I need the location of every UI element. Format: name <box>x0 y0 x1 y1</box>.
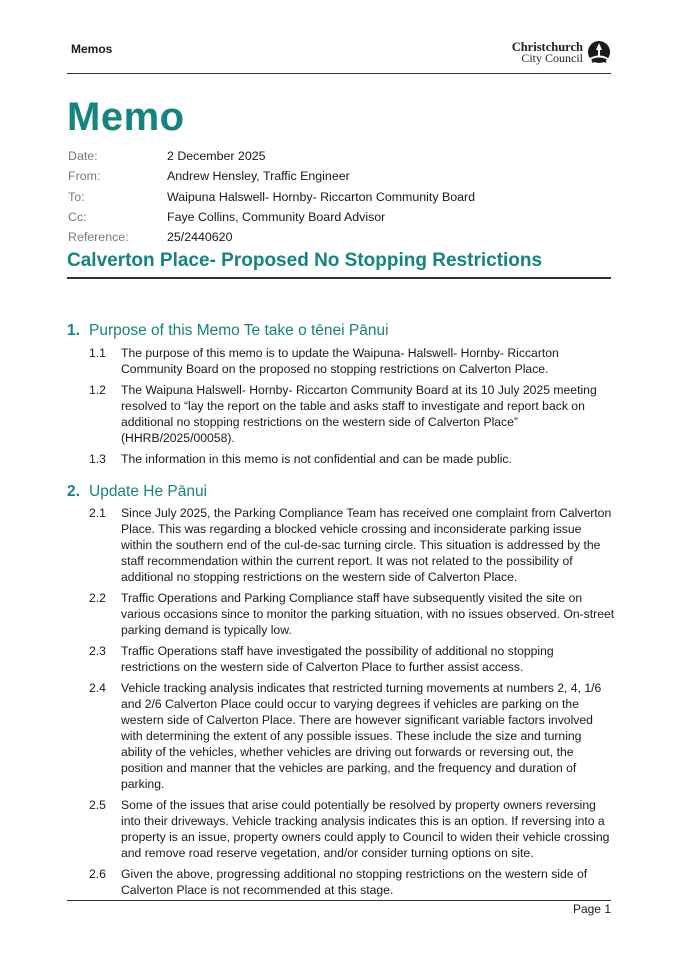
paragraph-item <box>89 345 615 377</box>
item-text: The purpose of this memo is to update the Waipuna- Halswell- Hornby- Riccarton Community Board on the proposed no stopping restrictions on Calverton Place. <box>121 346 559 376</box>
item-text: Traffic Operations and Parking Compliance staff have subsequently visited the site on various occasions since to monitor the parking situation, with no issues observed. On-street parking demand is typically low. <box>121 591 615 637</box>
paragraph-item <box>89 866 615 898</box>
item-number: 2.6 <box>89 867 106 881</box>
item-text: Some of the issues that arise could potentially be resolved by property owners reversing into their driveways. Vehicle tracking analysis indicates this is an option. If reversing into a property is an issue, property owners could apply to Council to widen their vehicle crossing and remove road reserve vegetation, and/or consider turning options on site. <box>121 798 610 860</box>
item-text: Vehicle tracking analysis indicates that restricted turning movements at numbers 2, 4, 1/6 and 2/6 Calverton Place could occur to varying degrees if vehicles are parking on the western side of Calverton Place. There are however significant variable factors involved with determining the extent of any possible issues. These include the size and turning ability of the vehicles, whether vehicles are driving out forwards or reversing out, the position and manner that the vehicles are parking, and the frequency and duration of parking. <box>121 681 602 791</box>
section-heading-update <box>67 482 207 502</box>
page-header <box>67 38 611 74</box>
footer-divider <box>67 900 611 901</box>
section-title: Update He Pānui <box>89 483 208 500</box>
item-number: 2.3 <box>89 644 106 658</box>
meta-value: Faye Collins, Community Board Advisor <box>167 209 386 224</box>
item-text: Since July 2025, the Parking Compliance Team has received one complaint from Calverton Place. This was regarding a blocked vehicle crossing and inconsiderate parking issue within the southern end of the cul-de-sac turning circle. This situation is addressed by the staff recommendation within the current report. It was not related to the possibility of additional no stopping restrictions on the western side of Calverton Place. <box>121 506 612 584</box>
item-text: The information in this memo is not confidential and can be made public. <box>121 452 512 466</box>
item-number: 1.2 <box>89 383 106 397</box>
item-text: The Waipuna Halswell- Hornby- Riccarton Community Board at its 10 July 2025 meeting resolved to “lay the report on the table and asks staff to investigate and report back on additional no stopping restrictions on the western side of Calverton Place” (HHRB/2025/00058). <box>121 383 597 445</box>
logo-line-1: Christchurch <box>511 40 583 54</box>
paragraph-item <box>89 797 615 861</box>
paragraph-item <box>89 590 615 638</box>
meta-row-cc <box>68 207 475 227</box>
section-number: 2. <box>67 483 80 500</box>
meta-label: Date: <box>68 149 98 163</box>
cathedral-logo-icon <box>587 40 611 66</box>
item-number: 2.2 <box>89 591 106 605</box>
meta-value: Andrew Hensley, Traffic Engineer <box>167 169 350 184</box>
document-heading: Calverton Place- Proposed No Stopping Restrictions <box>67 250 611 279</box>
section-heading-purpose <box>67 321 389 341</box>
paragraph-item <box>89 505 615 585</box>
item-number: 2.4 <box>89 681 106 695</box>
meta-label: Cc: <box>68 209 87 224</box>
meta-label: From: <box>68 169 101 184</box>
meta-value: 2 December 2025 <box>167 149 266 163</box>
meta-row-date <box>68 146 475 166</box>
memo-details <box>68 146 475 247</box>
item-number: 1.3 <box>89 452 106 466</box>
logo-line-2: City Council <box>521 51 583 65</box>
header-divider <box>67 73 611 74</box>
header-label: Memos <box>71 42 113 56</box>
meta-label: To: <box>68 189 85 204</box>
item-number: 2.5 <box>89 798 106 812</box>
meta-row-to <box>68 187 475 207</box>
paragraph-item <box>89 680 615 792</box>
item-text: Given the above, progressing additional no stopping restrictions on the western side of Calverton Place is not recommended at this stage. <box>121 867 588 897</box>
item-number: 1.1 <box>89 346 106 360</box>
meta-value: Waipuna Halswell- Hornby- Riccarton Community Board <box>167 189 476 204</box>
section-number: 1. <box>67 322 80 339</box>
memo-title: Memo <box>67 95 185 139</box>
section-title: Purpose of this Memo Te take o tēnei Pānui <box>89 322 389 339</box>
paragraph-item <box>89 643 615 675</box>
council-logo <box>512 40 611 66</box>
meta-row-from <box>68 166 475 186</box>
section-items-purpose <box>89 345 615 472</box>
logo-text <box>512 42 583 64</box>
meta-row-reference <box>68 227 475 247</box>
meta-value: 25/2440620 <box>167 230 233 245</box>
item-number: 2.1 <box>89 506 106 520</box>
page-number: Page 1 <box>572 902 611 916</box>
paragraph-item <box>89 382 615 446</box>
item-text: Traffic Operations staff have investigated the possibility of additional no stopping restrictions on the western side of Calverton Place to further assist access. <box>121 644 554 674</box>
meta-label: Reference: <box>68 230 129 245</box>
section-items-update <box>89 505 615 903</box>
paragraph-item <box>89 451 615 467</box>
